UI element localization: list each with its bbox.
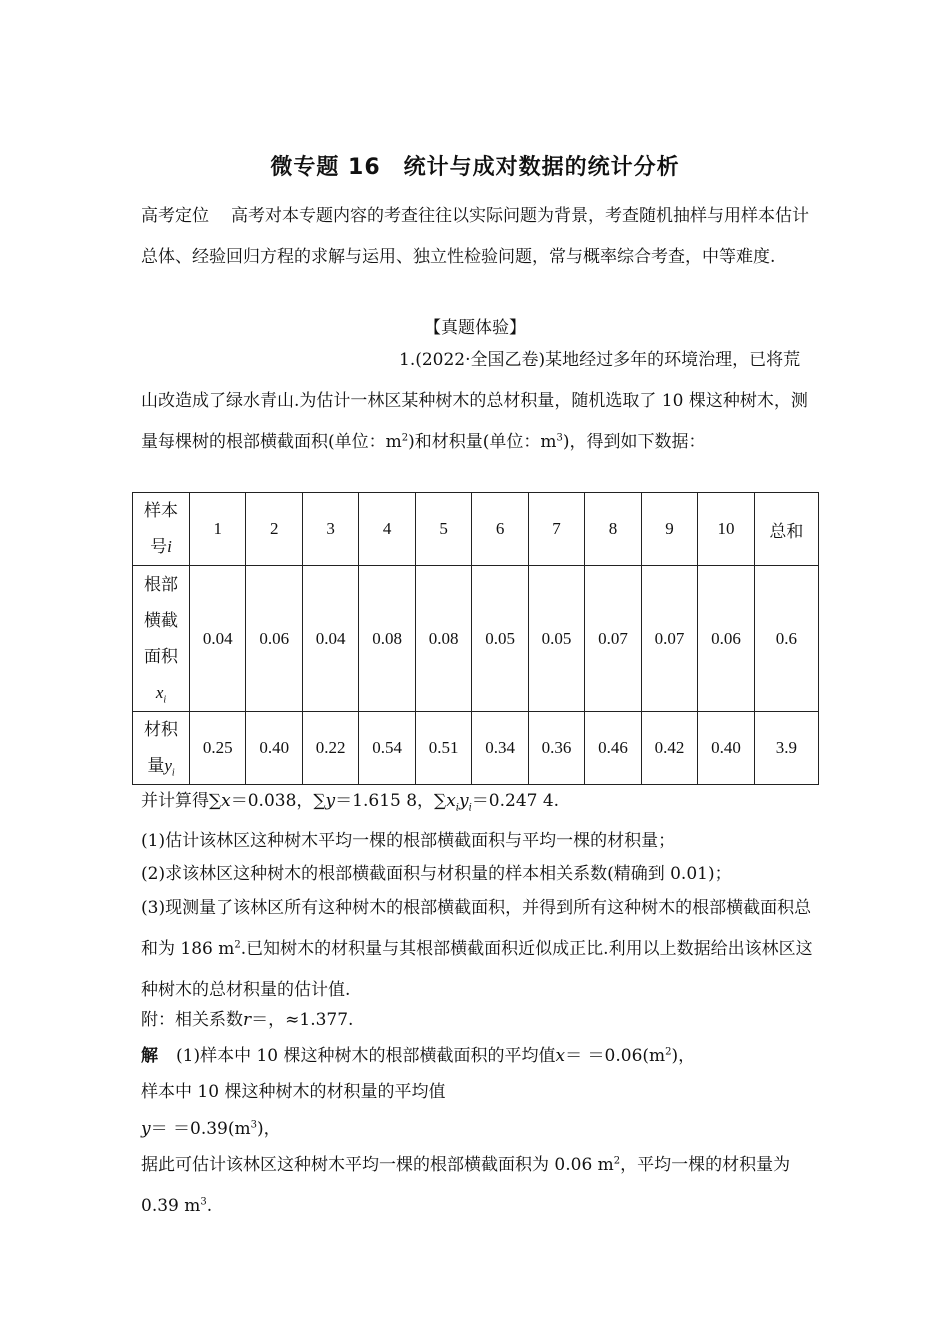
page-title: 微专题 16 统计与成对数据的统计分析	[270, 155, 680, 180]
col-header: 9	[641, 493, 697, 566]
positioning-label: 高考定位	[141, 206, 209, 226]
problem-intro	[141, 340, 813, 463]
table-cell-x-total: 0.6	[754, 566, 818, 712]
superscript-2: 2	[401, 432, 409, 444]
solution-label: 解	[141, 1046, 158, 1066]
question-3-text-2: .已知树木的材积量与其根部横截面积近似成正比.利用以上数据给出该林区这种树木的总材积量的估计值.	[141, 939, 813, 1000]
sub-i: i	[455, 802, 459, 814]
question-3	[141, 888, 813, 1011]
header-text: 面积	[144, 646, 178, 666]
exam-positioning-paragraph	[141, 196, 813, 278]
table-cell-y: 0.54	[359, 712, 415, 785]
table-cell-y: 0.40	[698, 712, 754, 785]
sub-i: i	[468, 802, 472, 814]
superscript-3: 3	[250, 1119, 257, 1131]
var-r: r	[243, 1010, 252, 1030]
row-header-area	[133, 566, 190, 712]
col-header: 4	[359, 493, 415, 566]
header-sub: i	[171, 767, 175, 779]
sums-text: 并计算得∑	[141, 791, 222, 811]
col-header: 8	[585, 493, 641, 566]
col-header: 6	[472, 493, 528, 566]
solution-text: ＝ ＝0.39(m	[150, 1119, 251, 1139]
solution-text: 据此可估计该林区这种树木平均一棵的根部横截面积为 0.06 m	[141, 1155, 614, 1175]
col-header: 1	[190, 493, 246, 566]
table-cell-y: 0.22	[302, 712, 358, 785]
superscript-3: 3	[200, 1196, 207, 1208]
table-cell-y: 0.42	[641, 712, 697, 785]
col-header: 2	[246, 493, 302, 566]
superscript-2: 2	[234, 939, 241, 951]
table-cell-x: 0.07	[585, 566, 641, 712]
sums-text: ＝1.615 8，∑	[335, 791, 447, 811]
sums-text: ＝0.247 4.	[471, 791, 560, 811]
header-var: i	[167, 537, 172, 556]
section-heading: 【真题体验】	[424, 318, 526, 338]
solution-text: ＝ ＝0.06(m	[565, 1046, 666, 1066]
table-cell-x: 0.07	[641, 566, 697, 712]
appendix-line	[141, 1008, 821, 1032]
var-x: x	[221, 791, 231, 811]
row-header-sample	[133, 493, 190, 566]
appendix-text: 附：相关系数	[141, 1010, 243, 1030]
var-y: y	[141, 1119, 151, 1139]
table-cell-x: 0.06	[698, 566, 754, 712]
sums-line	[141, 789, 821, 813]
table-cell-x: 0.04	[302, 566, 358, 712]
problem-intro-text-3: )，得到如下数据：	[562, 432, 706, 452]
problem-intro-text: 1.(2022·全国乙卷)某地经过多年的环境治理，已将荒山改造成了绿水青山.为估计一林区某种树木的总材积量，随机选取了 10 棵这种树木，测量每棵树的根部横截面积(单位：m	[141, 350, 808, 452]
header-text: 材积	[144, 720, 178, 739]
problem-intro-text-2: )和材积量(单位：m	[408, 432, 557, 452]
table-row-volume	[133, 712, 819, 785]
solution-line-1	[141, 1044, 821, 1068]
col-header: 3	[302, 493, 358, 566]
header-var: x	[155, 682, 164, 702]
var-x: x	[555, 1046, 566, 1066]
header-text: 样本	[144, 501, 178, 520]
header-text: 量	[147, 756, 165, 775]
header-text: 号	[150, 537, 168, 556]
solution-line-3	[141, 1117, 821, 1141]
solution-text: ，平均一棵的材积量为 0.39 m	[141, 1155, 791, 1216]
solution-text: )，	[257, 1119, 281, 1139]
col-header-total: 总和	[754, 493, 818, 566]
header-sub: i	[163, 693, 167, 705]
header-var: y	[164, 756, 172, 775]
table-cell-x: 0.08	[415, 566, 471, 712]
table-cell-y-total: 3.9	[754, 712, 818, 785]
question-2: (2)求该林区这种树木的根部横截面积与材积量的样本相关系数(精确到 0.01)；	[141, 864, 732, 884]
solution-text: .	[206, 1196, 213, 1216]
var-x: x	[446, 791, 456, 811]
table-cell-y: 0.40	[246, 712, 302, 785]
data-table	[132, 492, 819, 785]
positioning-text: 高考对本专题内容的考查往往以实际问题为背景，考查随机抽样与用样本估计总体、经验回归方程的求解与运用、独立性检验问题，常与概率综合考查，中等难度.	[141, 206, 809, 267]
question-3-text: (3)现测量了该林区所有这种树木的根部横截面积，并得到所有这种树木的根部横截面积总和为 186 m	[141, 898, 812, 959]
header-text: 根部	[144, 574, 178, 594]
col-header: 5	[415, 493, 471, 566]
superscript-2: 2	[613, 1155, 621, 1167]
table-row-sample	[133, 493, 819, 566]
question-1: (1)估计该林区这种树木平均一棵的根部横截面积与平均一棵的材积量；	[141, 831, 676, 851]
superscript-2: 2	[665, 1046, 672, 1058]
row-header-volume	[133, 712, 190, 785]
table-cell-x: 0.05	[472, 566, 528, 712]
table-cell-y: 0.36	[528, 712, 584, 785]
table-cell-x: 0.08	[359, 566, 415, 712]
var-y: y	[458, 791, 469, 811]
table-cell-x: 0.04	[190, 566, 246, 712]
solution-line-4	[141, 1145, 813, 1227]
table-row-area	[133, 566, 819, 712]
sums-text: ＝0.038，∑	[230, 791, 326, 811]
table-cell-y: 0.25	[190, 712, 246, 785]
col-header: 7	[528, 493, 584, 566]
col-header: 10	[698, 493, 754, 566]
solution-text: (1)样本中 10 棵这种树木的根部横截面积的平均值	[176, 1046, 556, 1066]
table-cell-x: 0.06	[246, 566, 302, 712]
table-cell-x: 0.05	[528, 566, 584, 712]
solution-text: )，	[671, 1046, 696, 1066]
table-cell-y: 0.34	[472, 712, 528, 785]
table-cell-y: 0.51	[415, 712, 471, 785]
header-text: 横截	[144, 610, 178, 630]
appendix-text-2: ＝，≈1.377.	[251, 1010, 354, 1030]
var-y: y	[325, 791, 336, 811]
table-cell-y: 0.46	[585, 712, 641, 785]
solution-line-2: 样本中 10 棵这种树木的材积量的平均值	[141, 1082, 446, 1102]
superscript-3: 3	[556, 432, 563, 444]
